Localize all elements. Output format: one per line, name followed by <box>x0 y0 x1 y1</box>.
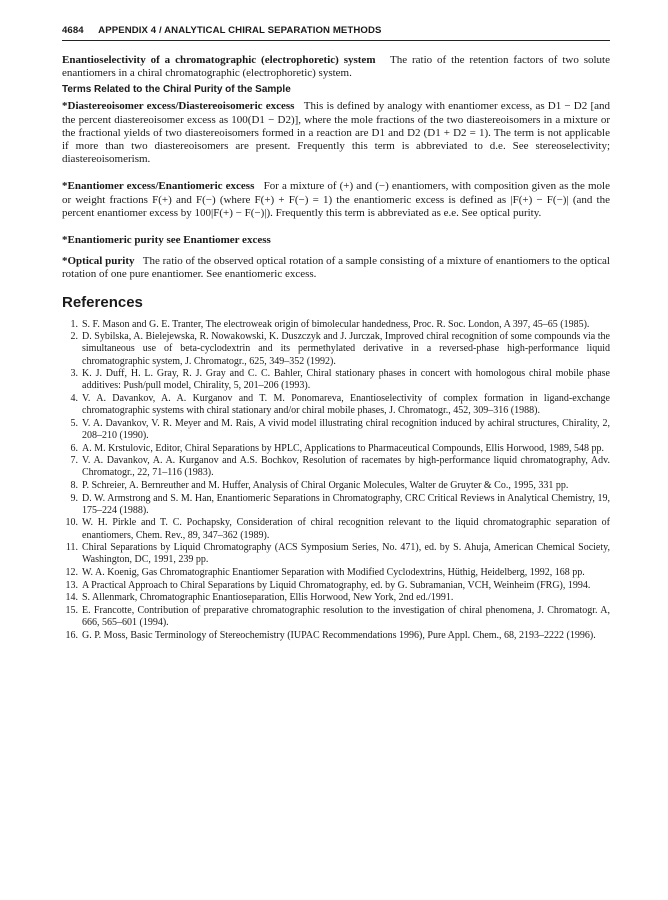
definition-term: *Enantiomeric purity see Enantiomer excess <box>62 234 271 247</box>
page <box>62 25 610 643</box>
reference-list <box>62 319 610 642</box>
reference-item: 16. G. P. Moss, Basic Terminology of Stereochemistry (IUPAC Recommendations 1996), Pure Appl. Chem., 68, 2193–2222 (1996). <box>65 629 596 641</box>
reference-item: 5. V. A. Davankov, V. R. Meyer and M. Rais, A vivid model illustrating chiral recognition induced by achiral structures, Chirality, 2, 208–210 (1990). <box>70 417 610 441</box>
reference-item: 2. D. Sybilska, A. Bielejewska, R. Nowakowski, K. Duszczyk and J. Jurczak, Improved chiral recognition of some compounds via the simultaneous use of beta-cyclodextrin and its permethylated derivative in a reversed-phase high-performance liquid chromatographic system, J. Chromatogr., 625, 349–352 (1992). <box>70 331 610 367</box>
definition-text: For a mixture of (+) and (−) enantiomers, with composition given as the mole or weight fractions F(+) and F(−) (where F(+) + F(−) = 1) the enantiomeric excess is defined as |F(+) − F(−)| (and the percent enantiomer excess by 100|F(+) − F(−)|). Frequently this term is abbreviated as e.e. See optical purity. <box>62 180 610 219</box>
definition-enantiomeric-purity <box>62 234 610 247</box>
reference-item: 8. P. Schreier, A. Bernreuther and M. Huffer, Analysis of Chiral Organic Molecules, Walter de Gruyter & Co., 1995, 331 pp. <box>70 480 569 492</box>
definition-diastereoisomer <box>62 100 610 166</box>
intro-term: Enantioselectivity of a chromatographic (electrophoretic) system <box>62 54 376 66</box>
reference-item: 14. S. Allenmark, Chromatographic Enantioseparation, Ellis Horwood, New York, 2nd ed./1991. <box>65 592 454 604</box>
intro-definition <box>62 54 610 80</box>
references-heading: References <box>62 293 143 311</box>
reference-item: 6. A. M. Krstulovic, Editor, Chiral Separations by HPLC, Applications to Pharmaceutical Compounds, Ellis Horwood, 1989, 548 pp. <box>70 442 605 454</box>
reference-item: 12. W. A. Koenig, Gas Chromatographic Enantiomer Separation with Modified Cyclodextrins, Hüthig, Heidelberg, 1992, 168 pp. <box>65 567 585 579</box>
definition-term: *Enantiomer excess/Enantiomeric excess <box>62 180 255 193</box>
reference-item: 11. Chiral Separations by Liquid Chromatography (ACS Symposium Series, No. 471), ed. by S. Ahuja, American Chemical Society, Washington, DC, 1991, 239 pp. <box>65 542 610 566</box>
page-number: 4684 <box>62 25 84 36</box>
reference-item: 4. V. A. Davankov, A. A. Kurganov and T. M. Ponomareva, Enantioselectivity of complex formation in ligand-exchange chromatographic systems with chiral stationary and/or chiral mobile phases, J. Chromatogr., 452, 309–316 (1988). <box>70 392 610 417</box>
definition-text: The ratio of the observed optical rotation of a sample consisting of a mixture of enantiomers to the optical rotation of one pure enantiomer. See enantiomeric excess. <box>62 255 610 281</box>
running-head <box>62 25 610 41</box>
reference-item: 10. W. H. Pirkle and T. C. Pochapsky, Consideration of chiral recognition relevant to the liquid chromatographic separation of enantiomers, Chem. Rev., 89, 347–362 (1989). <box>65 517 610 541</box>
intro-text: The ratio of the retention factors of two solute enantiomers in a chiral chromatographic (electrophoretic) system. <box>62 54 610 80</box>
reference-item: 7. V. A. Davankov, A. A. Kurganov and A.S. Bochkov, Resolution of racemates by high-performance liquid chromatography, Adv. Chromatogr., 22, 71–116 (1983). <box>70 455 610 479</box>
reference-item: 9. D. W. Armstrong and S. M. Han, Enantiomeric Separations in Chromatography, CRC Critical Reviews in Analytical Chemistry, 19, 175–224 (1988). <box>70 492 610 516</box>
definition-term: *Diastereoisomer excess/Diastereoisomeric excess <box>62 100 295 113</box>
reference-item: 15. E. Francotte, Contribution of preparative chromatographic resolution to the investigation of chiral phenomena, J. Chromatogr. A, 666, 565–601 (1994). <box>65 605 610 629</box>
definition-text: This is defined by analogy with enantiomer excess, as D1 − D2 [and the percent diastereoisomer excess as 100(D1 − D2)], where the mole fractions of the two diastereoisomers in a mixture or the fractional yields of two diastereoisomers formed in a reaction are D1 and D2 (D1 + D2 = 1). The term is not applicable if more than two diastereoisomers are present. Frequently this term is abbreviated to d.e. See stereoselectivity; diastereoisomerism. <box>62 100 610 166</box>
reference-item: 3. K. J. Duff, H. L. Gray, R. J. Gray and C. C. Bahler, Chiral stationary phases in concert with homologous chiral mobile phase additives: Push/pull model, Chirality, 5, 201–206 (1993). <box>70 368 610 392</box>
section-heading: Terms Related to the Chiral Purity of the Sample <box>62 84 291 96</box>
definition-enantiomer <box>62 180 610 220</box>
running-head-title: APPENDIX 4 / ANALYTICAL CHIRAL SEPARATION METHODS <box>98 25 382 36</box>
definition-optical-purity <box>62 255 610 281</box>
reference-item: 1. S. F. Mason and G. E. Tranter, The electroweak origin of bimolecular handedness, Proc. R. Soc. London, A 397, 45–65 (1985). <box>70 318 590 330</box>
definition-term: *Optical purity <box>62 255 135 268</box>
reference-item: 13. A Practical Approach to Chiral Separations by Liquid Chromatography, ed. by G. Subramanian, VCH, Weinheim (FRG), 1994. <box>65 579 591 591</box>
